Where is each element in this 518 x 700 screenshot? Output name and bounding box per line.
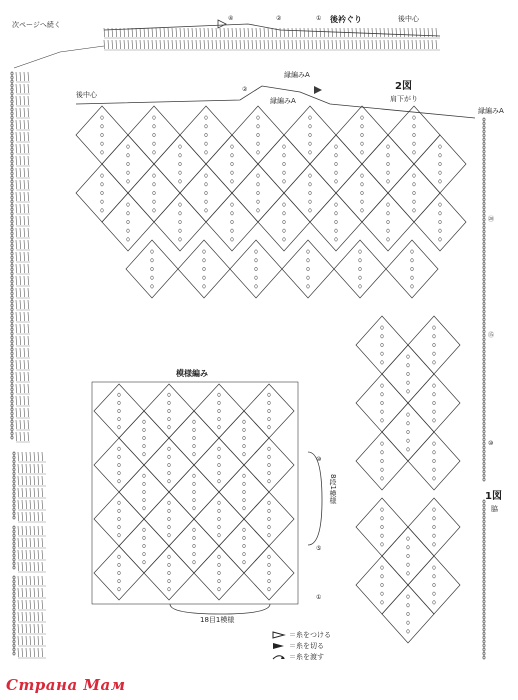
back-neckline-label: 後衿ぐり bbox=[330, 15, 362, 24]
lower-left-stitch-b bbox=[18, 526, 46, 572]
pattern-row-10: ⑩ bbox=[316, 456, 322, 463]
site-watermark: Страна Мам bbox=[6, 676, 126, 694]
row-marker-1: ① bbox=[316, 15, 322, 22]
legend-pass-yarn bbox=[272, 652, 324, 662]
lower-left-chain-c bbox=[13, 576, 15, 655]
back-center-left-label: 後中心 bbox=[76, 91, 97, 99]
row-marker-10: ⑩ bbox=[488, 440, 494, 447]
row-marker-20: ⑳ bbox=[488, 216, 495, 223]
edging-a-right-label: 縁編みA bbox=[478, 107, 504, 115]
continue-next-page-label: 次ページへ続く bbox=[12, 21, 61, 29]
row-marker-2: ② bbox=[276, 15, 282, 22]
pass-yarn-icon bbox=[272, 653, 286, 661]
lower-left-chain-a bbox=[13, 452, 15, 519]
legend-cut-yarn bbox=[272, 641, 324, 651]
pattern-row-5: ⑤ bbox=[316, 545, 322, 552]
side-panel-lower-lattice bbox=[356, 498, 460, 643]
side-panel-diamond-lattice bbox=[356, 316, 460, 490]
left-edging-stitch-column bbox=[16, 72, 30, 442]
back-center-top-label: 後中心 bbox=[398, 15, 419, 23]
pattern-swatch-diamond-lattice bbox=[94, 384, 294, 600]
edging-a-top-label: 縁編みA bbox=[284, 71, 310, 79]
lower-left-chain-b bbox=[13, 526, 15, 569]
repeat-stitches-label: 18目1模様 bbox=[200, 616, 235, 624]
legend-pass-yarn-text: ＝糸を渡す bbox=[289, 653, 324, 661]
edging-a-mid-label: 縁編みA bbox=[270, 97, 296, 105]
side-panel-edge-chain bbox=[483, 500, 485, 659]
figure-1-number: 1図 bbox=[485, 491, 502, 502]
repeat-rows-label: 8段1模様 bbox=[329, 474, 337, 504]
lower-left-stitch-c bbox=[18, 576, 46, 658]
neckline-stitch-band bbox=[104, 28, 440, 50]
join-yarn-icon bbox=[272, 631, 286, 639]
row-marker-15: ⑮ bbox=[488, 332, 495, 339]
repeat-rows-bracket bbox=[308, 452, 322, 545]
row-marker-2b: ② bbox=[242, 86, 248, 93]
upper-body-diamond-lattice bbox=[76, 106, 466, 251]
figure-1-caption: 脇 bbox=[491, 505, 498, 513]
row-marker-4: ④ bbox=[228, 15, 234, 22]
repeat-stitches-bracket bbox=[170, 604, 270, 614]
lower-left-stitch-a bbox=[18, 452, 46, 522]
legend-cut-yarn-text: ＝糸を切る bbox=[289, 642, 324, 650]
figure-2-caption: 肩下がり bbox=[390, 95, 418, 103]
pattern-row-1: ① bbox=[316, 594, 322, 601]
cut-yarn-arrow bbox=[314, 86, 322, 94]
legend-join-yarn bbox=[272, 630, 331, 640]
join-yarn-arrow bbox=[218, 20, 226, 28]
neckline-left-slope bbox=[14, 46, 104, 68]
pattern-title: 模様編み bbox=[176, 369, 208, 378]
cut-yarn-icon bbox=[272, 642, 286, 650]
left-edging-chain-column bbox=[11, 72, 13, 439]
legend-join-yarn-text: ＝糸をつける bbox=[289, 631, 331, 639]
figure-2-number: 2図 bbox=[395, 81, 412, 92]
right-edge-chain-column bbox=[483, 118, 485, 481]
